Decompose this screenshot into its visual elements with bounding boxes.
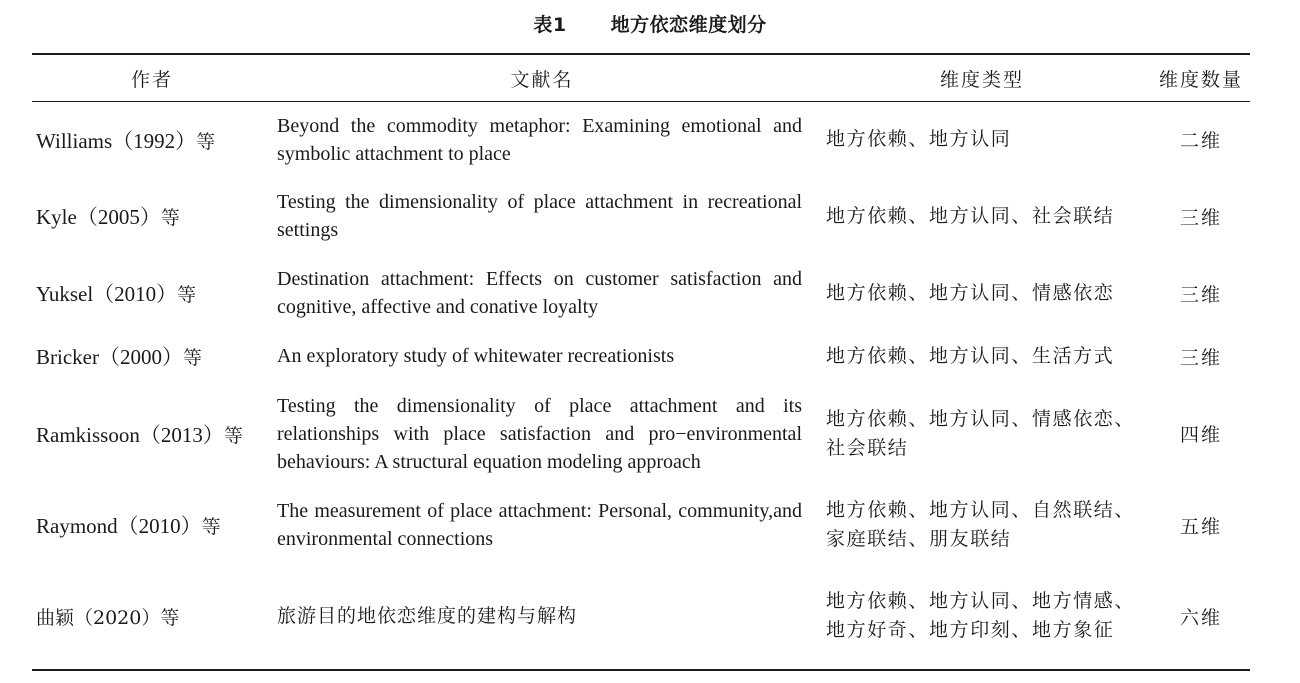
author-name: Ramkissoon（2013）	[36, 422, 224, 447]
title-cell: Destination attachment: Effects on customer satisfaction and cognitive, affective and conative loyalty	[277, 268, 802, 318]
table-title: 地方依恋维度划分	[610, 14, 767, 36]
title-cell: Testing the dimensionality of place attachment and its relationships with place satisfaction and pro−environmental behaviours: A structural equation modeling approach	[277, 394, 802, 473]
author-cell	[32, 380, 272, 487]
dimension-type-cell: 地方依赖、地方认同、情感依恋	[826, 281, 1115, 304]
author-name: Raymond（2010）	[36, 514, 202, 538]
author-suffix: 等	[196, 130, 216, 153]
table-body	[32, 101, 1250, 669]
author-suffix: 等	[177, 284, 197, 306]
author-suffix: 等	[182, 347, 202, 369]
author-name: Bricker（2000）	[36, 345, 183, 369]
bottom-rule	[32, 669, 1250, 671]
author-suffix: 等	[223, 424, 243, 447]
table-row	[32, 178, 1250, 254]
author-cell	[32, 101, 272, 178]
author-cell	[32, 487, 272, 563]
author-cell	[32, 332, 272, 380]
table-number: 表1	[533, 14, 567, 36]
table-row	[32, 254, 1250, 332]
dimension-count-cell: 五维	[1179, 515, 1222, 538]
author-suffix: 等	[201, 516, 221, 538]
header-author: 作者	[130, 68, 173, 91]
dimension-type-cell: 地方依赖、地方认同、社会联结	[826, 204, 1115, 227]
dimension-table	[32, 55, 1250, 669]
dimension-count-cell: 二维	[1179, 130, 1222, 152]
author-cell	[32, 254, 272, 332]
table-row	[32, 380, 1250, 487]
dimension-type-cell: 地方依赖、地方认同	[826, 128, 1012, 150]
title-cell: An exploratory study of whitewater recreationists	[277, 345, 675, 367]
dimension-type-cell: 地方依赖、地方认同、地方情感、地方好奇、地方印刻、地方象征	[826, 590, 1136, 641]
author-suffix: 等	[160, 207, 180, 229]
author-name: Yuksel（2010）	[36, 282, 178, 306]
author-cell	[32, 178, 272, 254]
dimension-type-cell: 地方依赖、地方认同、自然联结、家庭联结、朋友联结	[826, 499, 1136, 550]
title-cell: The measurement of place attachment: Personal, community,and environmental connections	[277, 500, 802, 550]
dimension-type-cell: 地方依赖、地方认同、生活方式	[826, 344, 1115, 367]
header-dimension-type: 维度类型	[939, 68, 1024, 91]
author-name: 曲颖（2020）	[36, 606, 161, 629]
author-name: Williams（1992）	[36, 128, 197, 153]
dimension-count-cell: 三维	[1179, 206, 1222, 229]
table-caption	[0, 12, 1300, 38]
title-cell: Beyond the commodity metaphor: Examining emotional and symbolic attachment to place	[277, 114, 802, 165]
author-cell	[32, 563, 272, 669]
author-name: Kyle（2005）	[36, 205, 161, 229]
table-header	[32, 55, 1250, 101]
table-row	[32, 487, 1250, 563]
header-dimension-count: 维度数量	[1158, 68, 1243, 91]
table-row	[32, 563, 1250, 669]
dimension-count-cell: 三维	[1179, 346, 1222, 369]
header-title: 文献名	[510, 68, 574, 91]
header-row	[32, 55, 1250, 101]
dimension-count-cell: 三维	[1179, 283, 1222, 306]
title-cell: Testing the dimensionality of place attachment in recreational settings	[277, 191, 802, 241]
table-row	[32, 332, 1250, 380]
dimension-count-cell: 四维	[1179, 424, 1222, 446]
author-suffix: 等	[160, 606, 180, 629]
dimension-type-cell: 地方依赖、地方认同、情感依恋、社会联结	[826, 407, 1136, 459]
table-row	[32, 101, 1250, 178]
title-cell: 旅游目的地依恋维度的建构与解构	[277, 605, 578, 627]
dimension-count-cell: 六维	[1179, 606, 1222, 629]
